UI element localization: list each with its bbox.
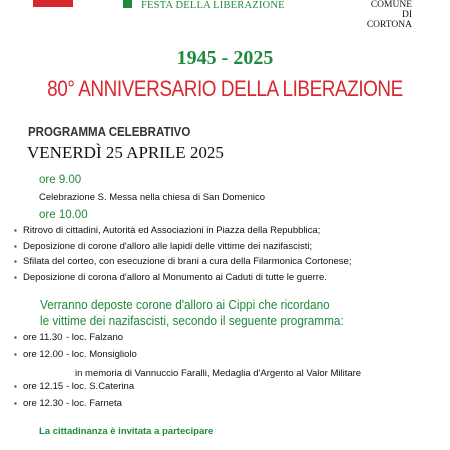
verranno-line-1: Verranno deposte corone d'alloro ai Cippi che ricordano: [40, 298, 330, 312]
schedule-place: - loc. Falzano: [66, 332, 124, 343]
schedule-time: ore 12.00: [23, 348, 64, 360]
comune-line-2: CORTONA: [366, 20, 412, 30]
comune-line-1: COMUNE DI: [370, 0, 412, 20]
programma-heading: PROGRAMMA CELEBRATIVO: [28, 125, 191, 139]
footer-invitation: La cittadinanza è invitata a partecipare: [39, 426, 214, 437]
schedule-row: [14, 380, 137, 397]
schedule-row: [14, 348, 137, 365]
time-9: ore 9.00: [39, 174, 82, 186]
schedule-place: - loc. Monsigliolo: [66, 348, 137, 360]
schedule-row: [14, 331, 137, 348]
list-item: ▪ Ritrovo di cittadini, Autorità ed Associazioni in Piazza della Repubblica;: [14, 224, 351, 240]
schedule-place: - loc. Farneta: [66, 397, 122, 409]
schedule-time: ore 12.30: [23, 397, 64, 409]
event-date: VENERDÌ 25 APRILE 2025: [27, 143, 224, 162]
list-item: ▪ Sfilata del corteo, con esecuzione di brani a cura della Filarmonica Cortonese;: [14, 255, 351, 271]
list-item: ▪ Deposizione di corone d'alloro alle lapidi delle vittime dei nazifascisti;: [14, 240, 351, 256]
logo-green-fragment: [123, 0, 132, 8]
list-item: ▪ Deposizione di corona d'alloro al Monumento ai Caduti di tutte le guerre.: [14, 271, 351, 287]
verranno-text: [40, 297, 344, 329]
program-list: [14, 224, 351, 286]
schedule-place: - loc. S.Caterina: [66, 381, 135, 392]
time-10: ore 10.00: [39, 209, 88, 221]
logo-red-fragment: [33, 0, 73, 7]
memoria-text: in memoria di Vannuccio Faralli, Medaglia d'Argento al Valor Militare: [75, 368, 362, 379]
years-title: 1945 - 2025: [176, 47, 274, 69]
schedule-time: ore 11.30: [23, 332, 63, 343]
messa-text: Celebrazione S. Messa nella chiesa di San Domenico: [39, 192, 266, 203]
schedule-row: [14, 397, 137, 414]
comune-label: [366, 0, 412, 30]
verranno-line-2: le vittime dei nazifascisti, secondo il seguente programma:: [40, 314, 344, 328]
festa-label: FESTA DELLA LIBERAZIONE: [141, 0, 285, 11]
anniversary-title: 80° ANNIVERSARIO DELLA LIBERAZIONE: [47, 76, 403, 101]
schedule-time: ore 12.15: [23, 381, 64, 392]
